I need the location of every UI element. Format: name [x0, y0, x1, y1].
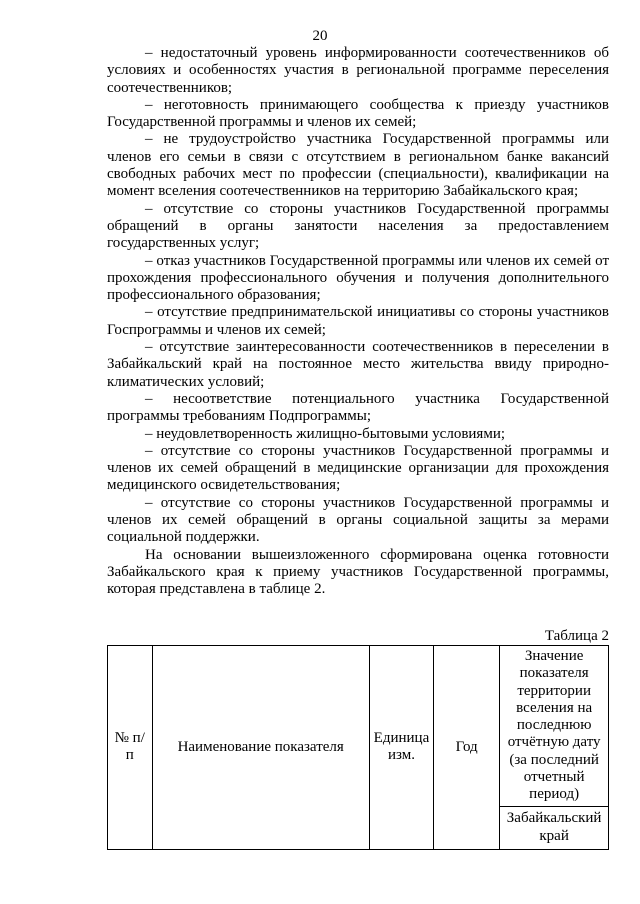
paragraph-8: – несоответствие потенциального участника Государственной программы требованиям Подпрограммы; — [107, 390, 609, 425]
paragraph-11: – отсутствие со стороны участников Государственной программы и членов их семей обращений в органы социальной защиты за мерами социальной поддержки. — [107, 494, 609, 546]
header-value: Значение показателя территории вселения на последнюю отчётную дату (за последний отчетный период) — [500, 646, 609, 807]
paragraph-2: – неготовность принимающего сообщества к приезду участников Государственной программы и членов их семей; — [107, 96, 609, 131]
paragraph-1: – недостаточный уровень информированности соотечественников об условиях и особенностях участия в региональной программе переселения соотечественников; — [107, 45, 609, 96]
header-region: Забайкальский край — [500, 806, 609, 849]
header-name: Наименование показателя — [152, 646, 369, 850]
paragraph-7: – отсутствие заинтересованности соотечественников в переселении в Забайкальский край на постоянное место жительства ввиду природно-климатических условий; — [107, 339, 609, 390]
paragraph-10: – отсутствие со стороны участников Государственной программы и членов их семей обращений в медицинские организации для прохождения медицинского освидетельствования; — [107, 442, 609, 494]
paragraph-6: – отсутствие предпринимательской инициативы со стороны участников Госпрограммы и членов их семей; — [107, 304, 609, 338]
paragraph-3: – не трудоустройство участника Государственной программы или членов его семьи в связи с отсутствием в региональном банке вакансий свободных рабочих мест по профессии (специальности), квалификации на момент вселения соотечественников на территорию Забайкальского края; — [107, 131, 609, 200]
paragraph-4: – отсутствие со стороны участников Государственной программы обращений в органы занятости населения за предоставлением государственных услуг; — [107, 200, 609, 252]
paragraph-9: – неудовлетворенность жилищно-бытовыми условиями; — [145, 425, 506, 442]
body-text — [107, 45, 609, 599]
paragraph-5: – отказ участников Государственной программы или членов их семей от прохождения профессионального обучения и получения дополнительного профессионального образования; — [107, 252, 609, 304]
table-caption: Таблица 2 — [544, 628, 609, 644]
table-header-row — [108, 646, 609, 807]
header-unit: Единица изм. — [369, 646, 433, 850]
indicators-table — [107, 645, 609, 850]
header-year: Год — [434, 646, 500, 850]
paragraph-12: На основании вышеизложенного сформирована оценка готовности Забайкальского края к приему участников Государственной программы, которая представлена в таблице 2. — [107, 546, 609, 598]
page-number: 20 — [312, 28, 328, 44]
header-num: № п/п — [108, 646, 153, 850]
